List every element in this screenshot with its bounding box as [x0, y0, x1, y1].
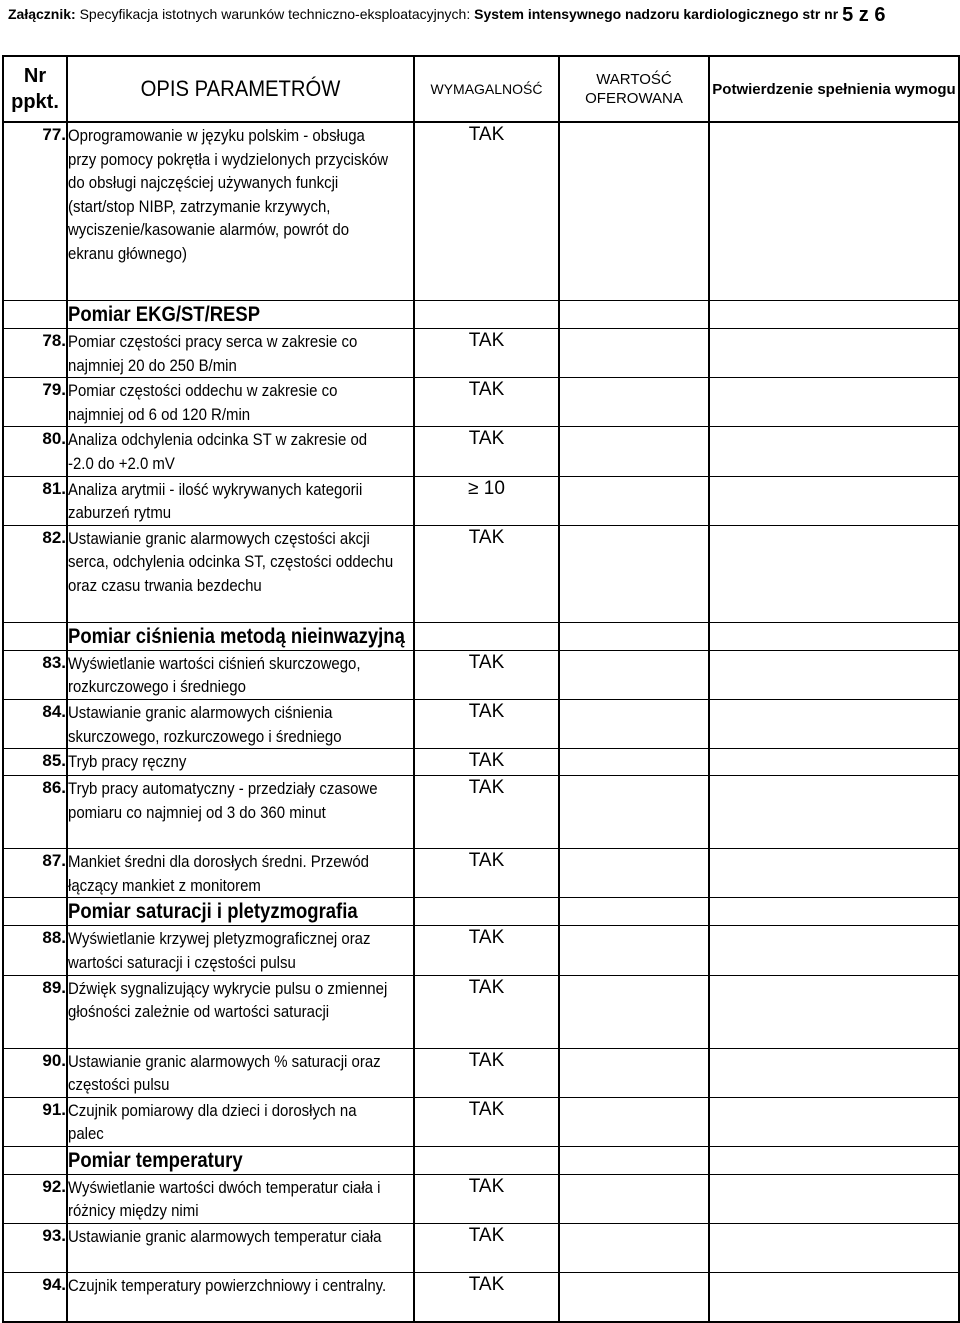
item-number-text: 88.	[42, 928, 66, 948]
table-row	[3, 749, 959, 776]
section-num-cell	[3, 301, 67, 329]
table-row	[3, 122, 959, 301]
section-req-cell	[414, 898, 559, 926]
table-row	[3, 329, 959, 378]
confirmation-cell	[709, 427, 959, 476]
offered-value-cell	[559, 926, 709, 975]
item-number-text: 84.	[42, 701, 66, 721]
section-offer-cell	[559, 301, 709, 329]
item-description-text: Pomiar częstości pracy serca w zakresie co najmniej 20 do 250 B/min	[68, 332, 358, 375]
item-description	[67, 525, 414, 622]
confirmation-cell	[709, 776, 959, 849]
item-requirement	[414, 378, 559, 427]
confirmation-cell	[709, 926, 959, 975]
item-requirement	[414, 776, 559, 849]
item-requirement	[414, 1097, 559, 1146]
item-description-text: Ustawianie granic alarmowych % saturacji oraz częstości pulsu	[68, 1051, 381, 1095]
item-description-text: Czujnik temperatury powierzchniowy i centralny.	[68, 1276, 387, 1296]
table-row	[3, 476, 959, 525]
item-description	[67, 1097, 414, 1146]
item-requirement-text: TAK	[468, 976, 505, 998]
item-description-text: Oprogramowanie w języku polskim - obsługa przy pomocy pokrętła i wydzielonych przycisków do obsługi najczęściej używanych funkcji (start/stop NIBP, zatrzymanie krzywych, wyciszenie/kasowanie alarmów, powrót do ekranu głównego)	[68, 126, 389, 263]
section-title: Pomiar temperatury	[68, 1148, 243, 1172]
item-description-text: Pomiar częstości oddechu w zakresie co najmniej od 6 od 120 R/min	[68, 381, 338, 424]
item-description-text: Ustawianie granic alarmowych ciśnienia skurczowego, rozkurczowego i średniego	[68, 702, 342, 746]
item-requirement-text: TAK	[468, 330, 505, 351]
table-row	[3, 975, 959, 1048]
item-description-text: Dźwięk sygnalizujący wykrycie pulsu o zmiennej głośności zależnie od wartości saturacji	[68, 978, 388, 1022]
column-header-wymagalnosc: WYMAGALNOŚĆ	[414, 56, 559, 122]
item-requirement	[414, 427, 559, 476]
column-header-potwierdzenie: Potwierdzenie spełnienia wymogu	[709, 56, 959, 122]
offered-value-cell	[559, 329, 709, 378]
item-number-text: 89.	[42, 977, 66, 997]
item-requirement-text: TAK	[468, 850, 505, 872]
table-row	[3, 699, 959, 748]
item-number	[3, 650, 67, 699]
item-number-text: 92.	[42, 1176, 66, 1196]
offered-value-cell	[559, 699, 709, 748]
item-number	[3, 776, 67, 849]
confirmation-cell	[709, 1048, 959, 1097]
table-row	[3, 427, 959, 476]
item-number	[3, 329, 67, 378]
item-requirement-text: TAK	[468, 1274, 505, 1296]
item-description-text: Analiza odchylenia odcinka ST w zakresie od -2.0 do +2.0 mV	[68, 430, 368, 473]
item-description	[67, 849, 414, 898]
table-row	[3, 1097, 959, 1146]
confirmation-cell	[709, 975, 959, 1048]
item-requirement-text: TAK	[468, 1175, 505, 1197]
table-row	[3, 1224, 959, 1273]
confirmation-cell	[709, 122, 959, 301]
item-number	[3, 525, 67, 622]
table-row	[3, 378, 959, 427]
item-requirement	[414, 525, 559, 622]
item-requirement-text: TAK	[468, 700, 505, 722]
offered-value-cell	[559, 650, 709, 699]
item-description-text: Ustawianie granic alarmowych temperatur ciała	[68, 1227, 382, 1247]
item-description	[67, 1048, 414, 1097]
column-header-nr: Nr ppkt.	[3, 56, 67, 122]
item-number	[3, 476, 67, 525]
item-description	[67, 122, 414, 301]
confirmation-cell	[709, 378, 959, 427]
item-number-text: 83.	[42, 652, 66, 672]
offered-value-cell	[559, 1048, 709, 1097]
offered-value-cell	[559, 749, 709, 776]
item-description	[67, 1273, 414, 1323]
item-requirement-text: TAK	[468, 750, 505, 772]
item-number-text: 93.	[42, 1226, 66, 1246]
item-requirement	[414, 975, 559, 1048]
section-row	[3, 622, 959, 650]
item-requirement-text: TAK	[468, 651, 505, 673]
section-title-cell	[67, 898, 414, 926]
item-description	[67, 975, 414, 1048]
item-requirement-text: TAK	[468, 124, 505, 145]
section-title: Pomiar EKG/ST/RESP	[68, 303, 261, 326]
item-number	[3, 926, 67, 975]
section-num-cell	[3, 898, 67, 926]
confirmation-cell	[709, 749, 959, 776]
item-number-text: 86.	[42, 778, 66, 798]
section-confirm-cell	[709, 622, 959, 650]
item-number-text: 77.	[42, 125, 66, 144]
item-number	[3, 1224, 67, 1273]
header-title: Specyfikacja istotnych warunków techniczno-eksploatacyjnych:	[75, 6, 475, 22]
item-description	[67, 1224, 414, 1273]
confirmation-cell	[709, 329, 959, 378]
section-confirm-cell	[709, 301, 959, 329]
offered-value-cell	[559, 1174, 709, 1223]
item-requirement-text: TAK	[468, 379, 505, 401]
confirmation-cell	[709, 1097, 959, 1146]
offered-value-cell	[559, 476, 709, 525]
item-description	[67, 378, 414, 427]
item-number-text: 79.	[42, 380, 66, 400]
item-number-text: 87.	[42, 851, 66, 871]
item-description-text: Analiza arytmii - ilość wykrywanych kategorii zaburzeń rytmu	[68, 479, 363, 523]
section-req-cell	[414, 301, 559, 329]
item-description-text: Tryb pracy automatyczny - przedziały czasowe pomiaru co najmniej od 3 do 360 minut	[68, 779, 378, 822]
column-header-wartosc: WARTOŚĆ OFEROWANA	[559, 56, 709, 122]
section-confirm-cell	[709, 1146, 959, 1174]
item-requirement-text: TAK	[468, 927, 505, 949]
item-number	[3, 1097, 67, 1146]
spec-table	[2, 55, 960, 1323]
item-number	[3, 122, 67, 301]
item-requirement	[414, 1174, 559, 1223]
item-requirement	[414, 329, 559, 378]
item-requirement	[414, 849, 559, 898]
item-description	[67, 427, 414, 476]
section-row	[3, 898, 959, 926]
item-requirement-text: TAK	[468, 1098, 505, 1120]
item-number	[3, 849, 67, 898]
item-number-text: 78.	[42, 331, 66, 350]
item-description	[67, 329, 414, 378]
item-description-text: Ustawianie granic alarmowych częstości akcji serca, odchylenia odcinka ST, częstości oddechu oraz czasu trwania bezdechu	[68, 528, 394, 595]
item-number	[3, 427, 67, 476]
table-row	[3, 1048, 959, 1097]
section-title-cell	[67, 1146, 414, 1174]
item-description-text: Wyświetlanie wartości dwóch temperatur ciała i różnicy między nimi	[68, 1177, 381, 1221]
section-title: Pomiar saturacji i pletyzmografia	[68, 900, 358, 924]
table-row	[3, 926, 959, 975]
item-requirement	[414, 1273, 559, 1323]
item-number-text: 81.	[42, 478, 66, 498]
item-requirement	[414, 699, 559, 748]
item-number	[3, 1048, 67, 1097]
item-description-text: Mankiet średni dla dorosłych średni. Przewód łączący mankiet z monitorem	[68, 852, 370, 895]
item-description-text: Wyświetlanie krzywej pletyzmograficznej oraz wartości saturacji i częstości pulsu	[68, 929, 371, 972]
item-requirement	[414, 476, 559, 525]
section-num-cell	[3, 622, 67, 650]
confirmation-cell	[709, 699, 959, 748]
item-requirement	[414, 749, 559, 776]
item-number-text: 82.	[42, 527, 66, 547]
item-requirement-text: TAK	[468, 1049, 505, 1071]
item-description	[67, 926, 414, 975]
confirmation-cell	[709, 525, 959, 622]
item-description	[67, 776, 414, 849]
confirmation-cell	[709, 849, 959, 898]
confirmation-cell	[709, 476, 959, 525]
header-system: System intensywnego nadzoru kardiologicznego str nr	[474, 6, 843, 22]
offered-value-cell	[559, 525, 709, 622]
item-number	[3, 378, 67, 427]
item-description	[67, 650, 414, 699]
confirmation-cell	[709, 1273, 959, 1323]
section-row	[3, 301, 959, 329]
item-number	[3, 1174, 67, 1223]
offered-value-cell	[559, 975, 709, 1048]
item-requirement-text: TAK	[468, 1225, 505, 1247]
item-description	[67, 749, 414, 776]
section-req-cell	[414, 1146, 559, 1174]
item-number-text: 80.	[42, 429, 66, 449]
section-title-cell	[67, 622, 414, 650]
section-num-cell	[3, 1146, 67, 1174]
column-header-opis: OPIS PARAMETRÓW	[81, 56, 400, 122]
table-row	[3, 849, 959, 898]
document-header	[8, 3, 958, 29]
item-description-text: Wyświetlanie wartości ciśnień skurczowego, rozkurczowego i średniego	[68, 653, 361, 697]
item-number	[3, 699, 67, 748]
header-page: 5 z 6	[842, 4, 886, 26]
item-number-text: 94.	[42, 1275, 66, 1295]
item-number	[3, 749, 67, 776]
header-prefix: Załącznik:	[8, 6, 76, 22]
item-number	[3, 975, 67, 1048]
section-confirm-cell	[709, 898, 959, 926]
section-title: Pomiar ciśnienia metodą nieinwazyjną	[68, 624, 405, 648]
offered-value-cell	[559, 1273, 709, 1323]
offered-value-cell	[559, 378, 709, 427]
offered-value-cell	[559, 1224, 709, 1273]
offered-value-cell	[559, 776, 709, 849]
item-requirement	[414, 1048, 559, 1097]
item-description	[67, 476, 414, 525]
item-requirement-text: TAK	[468, 777, 505, 799]
confirmation-cell	[709, 1224, 959, 1273]
item-requirement	[414, 1224, 559, 1273]
table-row	[3, 525, 959, 622]
section-row	[3, 1146, 959, 1174]
spec-table-body	[3, 56, 959, 1322]
offered-value-cell	[559, 1097, 709, 1146]
section-title-cell	[67, 301, 414, 329]
confirmation-cell	[709, 650, 959, 699]
item-requirement-text: ≥ 10	[468, 477, 505, 499]
item-description	[67, 699, 414, 748]
item-requirement	[414, 650, 559, 699]
item-requirement	[414, 926, 559, 975]
offered-value-cell	[559, 427, 709, 476]
item-number	[3, 1273, 67, 1323]
section-offer-cell	[559, 898, 709, 926]
item-requirement-text: TAK	[468, 526, 505, 548]
offered-value-cell	[559, 122, 709, 301]
item-number-text: 85.	[42, 751, 66, 771]
item-description-text: Tryb pracy ręczny	[68, 752, 187, 772]
item-number-text: 91.	[42, 1099, 66, 1119]
table-row	[3, 1174, 959, 1223]
section-offer-cell	[559, 1146, 709, 1174]
table-header-row	[3, 56, 959, 122]
item-description	[67, 1174, 414, 1223]
item-requirement	[414, 122, 559, 301]
item-number-text: 90.	[42, 1050, 66, 1070]
offered-value-cell	[559, 849, 709, 898]
section-req-cell	[414, 622, 559, 650]
confirmation-cell	[709, 1174, 959, 1223]
table-row	[3, 1273, 959, 1323]
item-description-text: Czujnik pomiarowy dla dzieci i dorosłych na palec	[68, 1100, 357, 1144]
table-row	[3, 650, 959, 699]
section-offer-cell	[559, 622, 709, 650]
table-row	[3, 776, 959, 849]
item-requirement-text: TAK	[468, 428, 505, 450]
